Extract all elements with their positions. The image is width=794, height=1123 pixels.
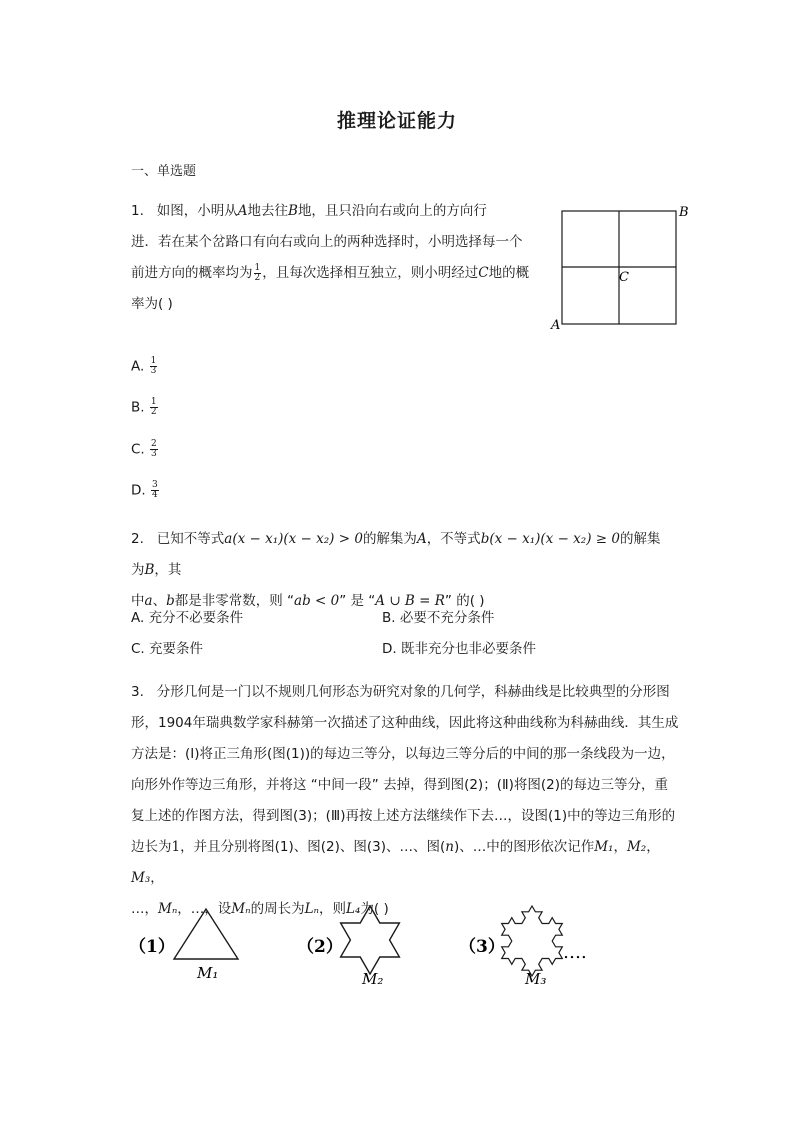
q1-option-c[interactable]: C. $\frac{2}{3}$ <box>131 439 157 459</box>
q3-line-2: 形，1904年瑞典数学家科赫第一次描述了这种曲线，因此将这种曲线称为科赫曲线．其生成 <box>131 715 679 731</box>
fig3-tag: （3） <box>459 937 505 957</box>
q3-line-6: 边长为1，并且分别将图(1)、图(2)、图(3)、…、图(n)、…中的图形依次记作M₁，M₂，M₃， <box>131 839 660 886</box>
q1-line-4: 率为( ) <box>131 296 173 312</box>
fraction-one-half: $\frac{1}{2}$ <box>254 262 261 283</box>
q3-line-3: 方法是：(Ⅰ)将正三角形(图(1))的每边三等分，以每边三等分后的中间的那一条线段为一边， <box>131 746 675 762</box>
q1-option-b[interactable]: B. $\frac{1}{2}$ <box>131 397 157 417</box>
q2-option-a[interactable]: A. 充分不必要条件 <box>131 610 244 626</box>
q2-option-b[interactable]: B. 必要不充分条件 <box>382 610 495 626</box>
q1-line-1: 1. 如图，小明从A地去往B地，且只沿向右或向上的方向行 <box>131 203 487 219</box>
page-title: 推理论证能力 <box>336 110 457 132</box>
question-2-text <box>131 524 671 617</box>
grid-label-c: C <box>619 270 629 285</box>
fig2-tag: （2） <box>297 937 343 957</box>
q3-line-5: 复上述的作图方法，得到图(3)；(Ⅲ)再按上述方法继续作下去…，设图(1)中的等边三角形的 <box>131 808 676 824</box>
grid-diagram <box>545 200 705 335</box>
koch-figures <box>125 900 605 995</box>
fig1-tag: （1） <box>129 937 175 957</box>
fig1-triangle <box>174 909 238 959</box>
fig3-dots: …. <box>563 942 587 963</box>
q2-option-d[interactable]: D. 既非充分也非必要条件 <box>382 641 536 657</box>
fig1-label: M₁ <box>197 964 219 982</box>
fig2-label: M₂ <box>362 970 384 988</box>
section-heading: 一、单选题 <box>131 164 197 179</box>
q3-line-1: 3. 分形几何是一门以不规则几何形态为研究对象的几何学，科赫曲线是比较典型的分形图 <box>131 684 670 700</box>
question-3-text <box>131 677 691 925</box>
q1-line-2: 进．若在某个岔路口有向右或向上的两种选择时，小明选择每一个 <box>131 234 523 250</box>
grid-label-a: A <box>551 318 561 333</box>
fig3-label: M₃ <box>525 970 547 988</box>
q1-option-a[interactable]: A. $\frac{1}{3}$ <box>131 356 157 376</box>
fig3-koch-curve <box>502 906 563 976</box>
q1-option-d[interactable]: D. $\frac{3}{4}$ <box>131 480 158 500</box>
q3-line-4: 向形外作等边三角形，并将这 “中间一段” 去掉，得到图(2)；(Ⅱ)将图(2)的每边三等分，重 <box>131 777 668 793</box>
q1-line-3: 前进方向的概率均为 $\frac{1}{2}$ ，且每次选择相互独立，则小明经过C地的概 <box>131 262 530 283</box>
q2-line-2: 中a、b都是非零常数，则 “ab < 0” 是 “A ∪ B = R” 的( ) <box>131 593 485 609</box>
q2-line-1: 2. 已知不等式a(x − x₁)(x − x₂) > 0的解集为A，不等式b(x − x₁)(x − x₂) ≥ 0的解集为B，其 <box>131 531 661 578</box>
q2-option-c[interactable]: C. 充要条件 <box>131 641 204 657</box>
question-1-text <box>131 196 541 320</box>
grid-label-b: B <box>679 205 689 220</box>
q3-line-7: …，Mₙ，…，设Mₙ的周长为Lₙ，则L₄为( ) <box>131 901 389 917</box>
fig2-star <box>341 906 400 974</box>
